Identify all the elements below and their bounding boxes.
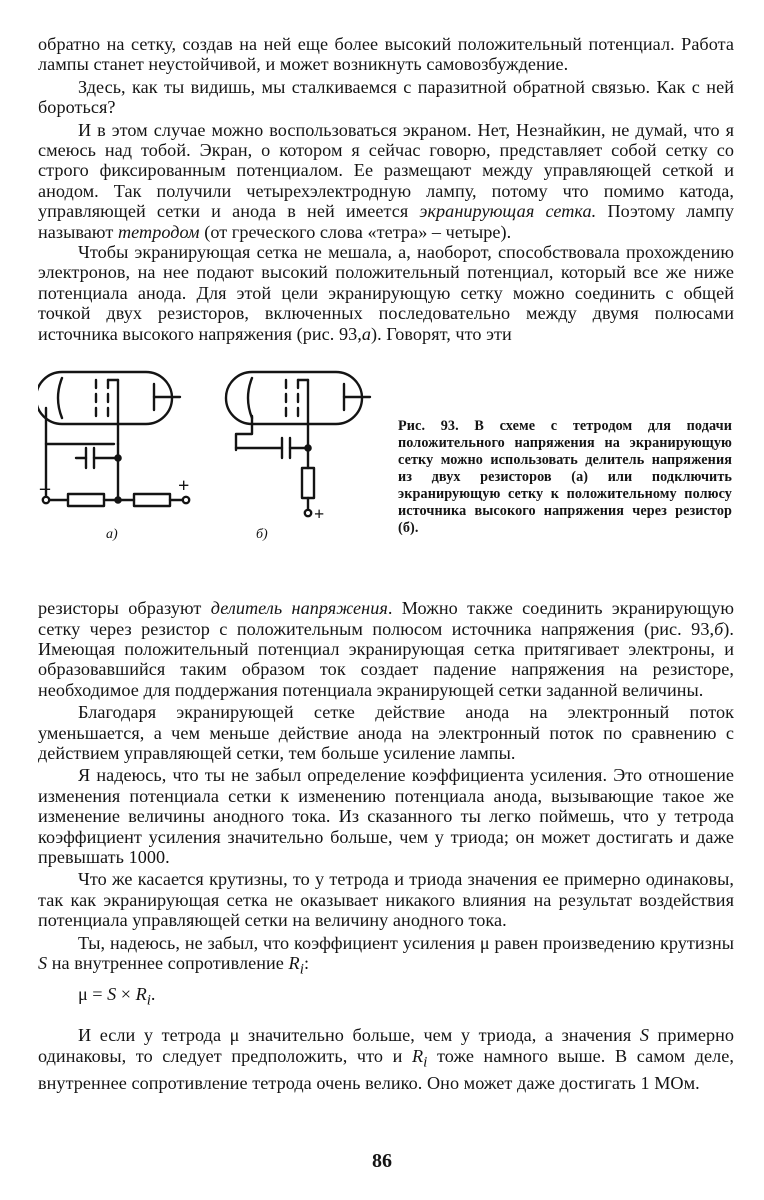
circuit-b xyxy=(226,372,370,516)
paragraph-3-part-c: (от греческого слова «тетра» – четыре). xyxy=(199,221,512,242)
figure-plus-sign-a: + xyxy=(178,475,190,498)
junction-b xyxy=(305,445,310,450)
formula-mu-lhs: μ = xyxy=(78,984,108,1005)
circuit-a xyxy=(38,372,189,506)
paragraph-10-part-a: И если у тетрода μ значительно больше, чем у триода, а значения xyxy=(78,1025,640,1046)
figure-label-a: а) xyxy=(106,527,118,543)
paragraph-10-symbol-r: R xyxy=(411,1045,424,1066)
paragraph-10-part-b: примерно одинаковы, то следует предположить, что и xyxy=(38,1025,735,1066)
terminal-b-plus xyxy=(305,510,311,516)
formula-r: R xyxy=(135,984,147,1005)
formula-end: . xyxy=(150,984,156,1005)
figure-label-b: б) xyxy=(256,527,268,543)
symbol-r-index: i xyxy=(299,960,304,978)
resistor-a-1 xyxy=(68,494,104,506)
page-number: 86 xyxy=(372,1150,392,1172)
terminal-a-plus xyxy=(183,497,189,503)
symbol-r: R xyxy=(288,953,300,973)
resistor-a-2 xyxy=(134,494,170,506)
paragraph-10 xyxy=(38,1025,734,1093)
paragraph-1: обратно на сетку, создав на ней еще более высокий положительный потенциал. Работа лампы станет неустойчивой, и может возникнуть самовозбуждение. xyxy=(38,34,734,75)
figure-plus-sign-b: + xyxy=(314,504,325,525)
paragraph-6: Благодаря экранирующей сетке действие анода на электронный поток уменьшается, а чем меньше действие анода на электронный поток по сравнению с действием управляющей сетки, тем больше усиление лампы. xyxy=(38,702,734,763)
paragraph-8: Что же касается крутизны, то у тетрода и триода значения ее примерно одинаковы, так как экранирующая сетка не оказывает никакого влияния на результат воздействия потенциала управляющей сетки на величину анодного тока. xyxy=(38,869,734,931)
junction-a xyxy=(115,497,120,502)
symbol-s: S xyxy=(38,953,48,973)
paragraph-10-part-c: тоже намного выше. В самом деле, внутреннее сопротивление тетрода очень велико. Оно может даже достигать 1 МОм. xyxy=(38,1045,734,1093)
tube-b-envelope xyxy=(226,372,362,424)
resistor-b xyxy=(302,468,314,498)
formula-times: × xyxy=(116,984,136,1005)
paragraph-2: Здесь, как ты видишь, мы сталкиваемся с паразитной обратной связью. Как с ней бороться? xyxy=(38,76,734,118)
paragraph-5-part-b: . Можно также соединить экранирующую сетку через резистор с положительным полюсом источника напряжения (рис. 93, xyxy=(38,598,734,639)
paragraph-5-ref-b: б xyxy=(714,618,724,639)
paragraph-10-symbol-s: S xyxy=(639,1025,649,1046)
paragraph-9 xyxy=(38,933,734,980)
term-voltage-divider: делитель напряжения xyxy=(210,598,388,619)
tube-a-cathode xyxy=(58,378,62,418)
formula-mu xyxy=(78,984,734,1011)
paragraph-4 xyxy=(38,242,734,344)
tube-b-cathode xyxy=(248,378,252,418)
paragraph-9-part-b: на внутреннее сопротивление xyxy=(47,953,289,973)
paragraph-5-part-c: ). Имеющая положительный потенциал экранирующая сетка притягивает электроны, и образовавшийся таким образом ток создает падение напряжения на резисторе, необходимое для поддержания потенциала экранирующей сетки заданной величины. xyxy=(38,618,734,700)
page-content xyxy=(38,34,734,1093)
paragraph-5 xyxy=(38,598,734,700)
term-screen-grid: экранирующая сетка. xyxy=(419,201,597,222)
paragraph-3-part-b: Поэтому лампу называют xyxy=(38,201,735,242)
figure-caption: Рис. 93. В схеме с тетродом для подачи положительного напряжения на экранирующую сетку можно использовать делитель напряжения из двух резисторов (а) или подключить экранирующую сетку к положительному полюсу источника высокого напряжения через резистор (б). xyxy=(398,418,732,537)
paragraph-9-part-a: Ты, надеюсь, не забыл, что коэффициент усиления μ равен произведению крутизны xyxy=(78,932,734,953)
figure-93 xyxy=(38,344,734,598)
paragraph-10-symbol-r-index: i xyxy=(423,1053,428,1071)
paragraph-3-part-a: И в этом случае можно воспользоваться экраном. Нет, Незнайкин, не думай, что я смеюсь над тобой. Экран, о котором я сейчас говорю, представляет собой сетку со строго фиксированным потенциалом. Ее размещают между управляющей сеткой и анодом. Так получили четырехэлектродную лампу, потому что помимо катода, управляющей сетки и анода в ней имеется xyxy=(38,119,734,222)
figure-minus-sign: – xyxy=(40,477,50,500)
formula-r-index: i xyxy=(146,991,151,1009)
term-tetrode: тетродом xyxy=(117,221,200,242)
paragraph-7: Я надеюсь, что ты не забыл определение коэффициента усиления. Это отношение изменения потенциала сетки к изменению потенциала анода, вызывающие такое же изменение величины анодного тока. Из сказанного ты легко поймешь, что у тетрода коэффициент усиления значительно больше, чем у триода; он может достигать и даже превышать 1000. xyxy=(38,765,734,867)
paragraph-9-part-c: : xyxy=(303,953,310,973)
paragraph-4-ref-a: а xyxy=(361,323,371,344)
paragraph-4-end: ). Говорят, что эти xyxy=(370,323,512,344)
paragraph-5-part-a: резисторы образуют xyxy=(38,598,211,619)
paragraph-3 xyxy=(38,120,734,242)
tetrode-circuit-diagram xyxy=(38,364,388,544)
formula-s: S xyxy=(107,984,117,1005)
paragraph-4-body: Чтобы экранирующая сетка не мешала, а, наоборот, способствовала прохождению электронов, на нее подают высокий положительный потенциал, который все же ниже потенциала анода. Для этой цели экранирующую сетку можно соединить с общей точкой двух резисторов, включенных последовательно между двумя полюсами источника высокого напряжения (рис. 93, xyxy=(38,242,734,344)
